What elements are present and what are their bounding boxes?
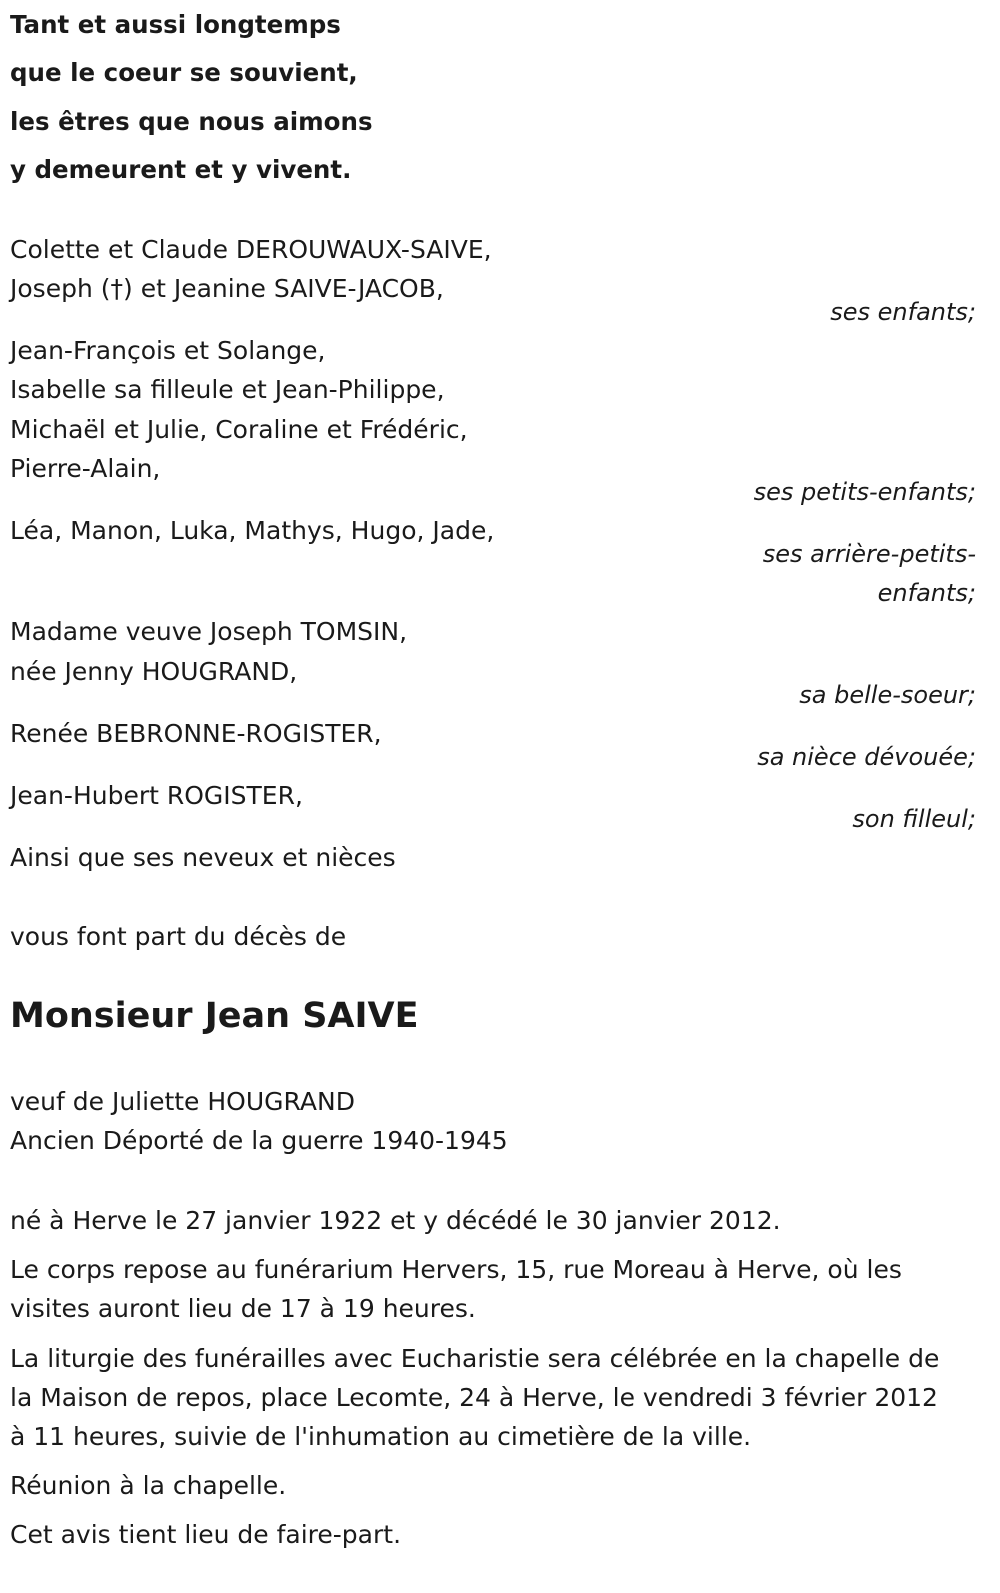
family-name-line: Jean-François et Solange, <box>10 336 326 365</box>
closing-paragraph: Cet avis tient lieu de faire-part. <box>10 1520 402 1549</box>
relation-label: sa belle-soeur; <box>799 681 976 709</box>
family-name-line: Pierre-Alain, <box>10 454 161 483</box>
deceased-detail: Ancien Déporté de la guerre 1940-1945 <box>10 1126 508 1155</box>
family-name-line: Léa, Manon, Luka, Mathys, Hugo, Jade, <box>10 516 495 545</box>
family-name-line: Jean-Hubert ROGISTER, <box>10 781 303 810</box>
family-name-line: Colette et Claude DEROUWAUX-SAIVE, <box>10 235 492 264</box>
birth-death-paragraph: né à Herve le 27 janvier 1922 et y décédé le 30 janvier 2012. <box>10 1206 781 1235</box>
body-rest-paragraph: Le corps repose au funérarium Hervers, 15, rue Moreau à Herve, où les visites auront lieu de 17 à 19 heures. <box>10 1255 902 1323</box>
family-name-line: Madame veuve Joseph TOMSIN, <box>10 617 408 646</box>
poem-line: Tant et aussi longtemps <box>10 10 341 39</box>
family-name-line: Joseph (†) et Jeanine SAIVE-JACOB, <box>10 274 444 303</box>
family-name-line: née Jenny HOUGRAND, <box>10 657 298 686</box>
meeting-paragraph: Réunion à la chapelle. <box>10 1471 287 1500</box>
deceased-name: Monsieur Jean SAIVE <box>10 996 419 1036</box>
liturgy-paragraph: La liturgie des funérailles avec Eucharistie sera célébrée en la chapelle de la Maison de repos, place Lecomte, 24 à Herve, le vendredi 3 février 2012 à 11 heures, suivie de l'inhumation au cimetière de la ville. <box>10 1344 940 1451</box>
relation-label: ses arrière-petits- <box>762 540 976 568</box>
family-name-line: Michaël et Julie, Coraline et Frédéric, <box>10 415 468 444</box>
others-line: Ainsi que ses neveux et nièces <box>10 843 396 872</box>
deceased-detail: veuf de Juliette HOUGRAND <box>10 1087 355 1116</box>
poem-line: les êtres que nous aimons <box>10 107 373 136</box>
relation-label: sa nièce dévouée; <box>757 743 976 771</box>
relation-label: ses enfants; <box>830 298 976 326</box>
relation-label: ses petits-enfants; <box>753 478 976 506</box>
family-name-line: Renée BEBRONNE-ROGISTER, <box>10 719 382 748</box>
relation-label: enfants; <box>877 579 976 607</box>
announcement: vous font part du décès de <box>10 922 347 951</box>
relation-label: son filleul; <box>852 805 976 833</box>
poem-line: y demeurent et y vivent. <box>10 155 352 184</box>
family-name-line: Isabelle sa filleule et Jean-Philippe, <box>10 375 445 404</box>
poem-line: que le coeur se souvient, <box>10 58 358 87</box>
